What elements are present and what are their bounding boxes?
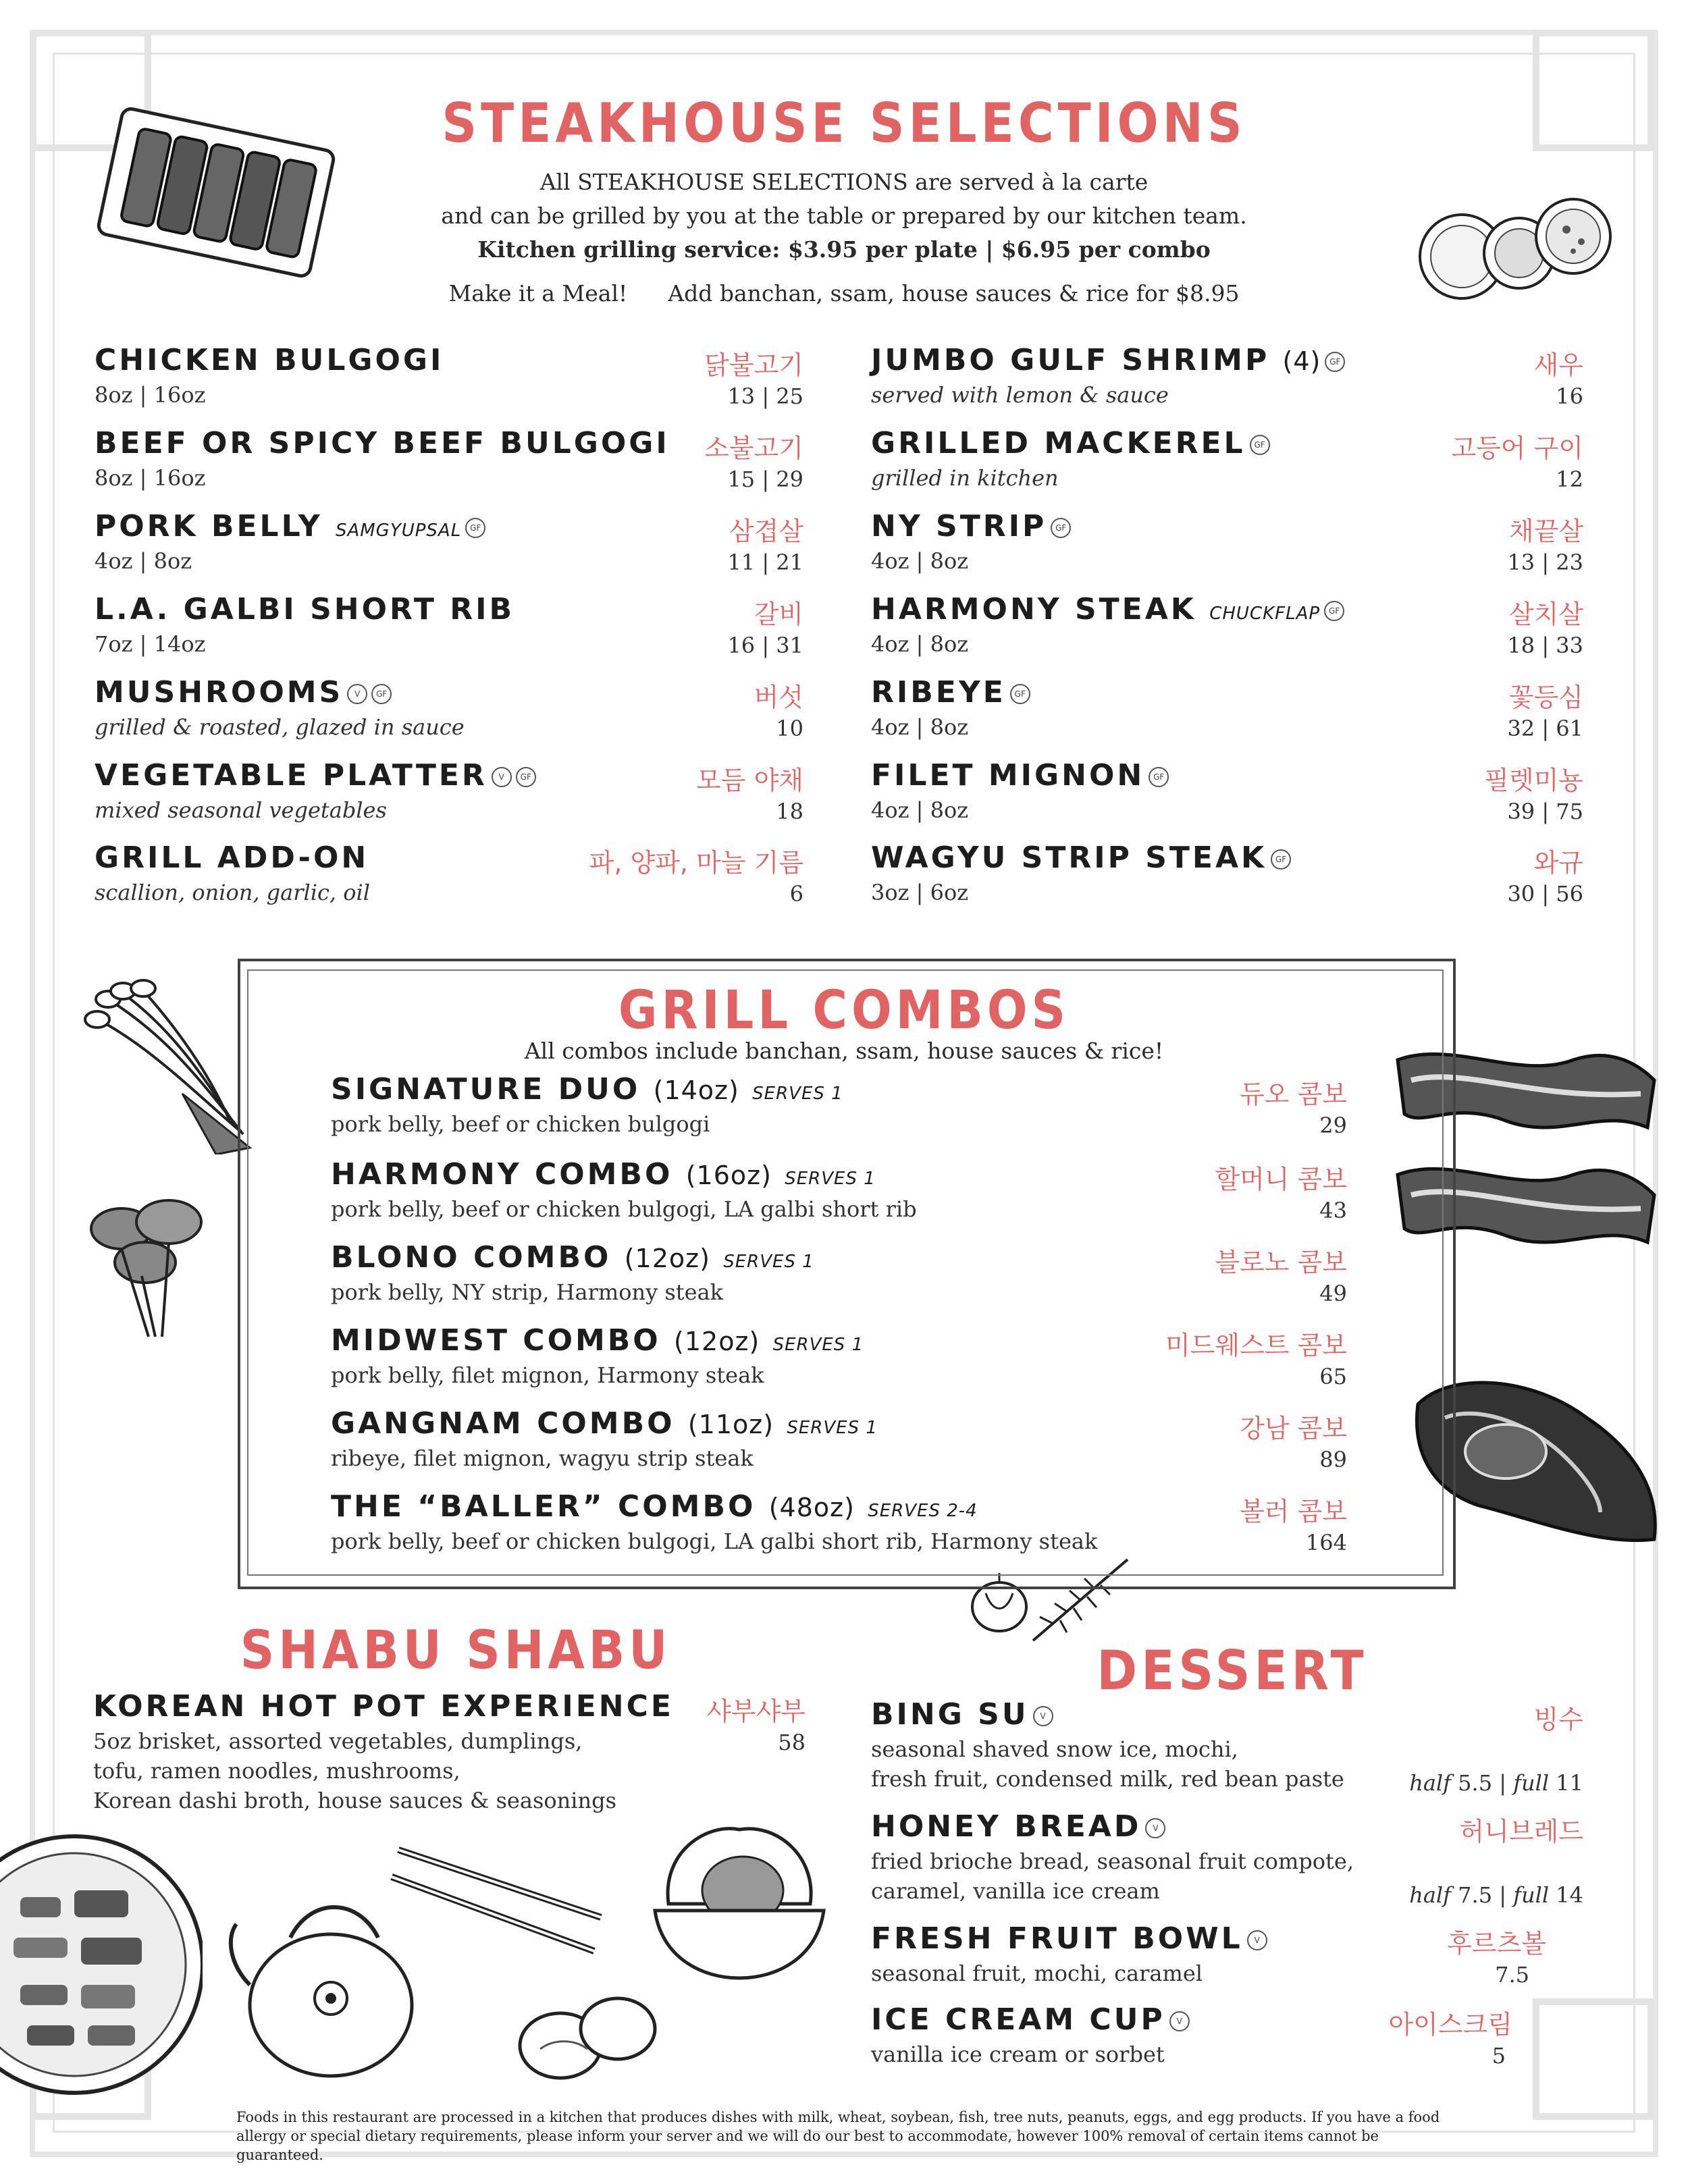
corner-ornament-br	[1533, 1998, 1654, 2120]
item-price: 11 | 21	[727, 550, 803, 575]
vegetarian-icon: V	[1033, 1706, 1053, 1726]
bingsu-bowl-sketch	[641, 1809, 837, 1985]
full-label: full	[1513, 1770, 1550, 1796]
item-name: CHICKEN BULGOGI	[95, 343, 444, 377]
item-price: 39 | 75	[1507, 799, 1583, 824]
combo-desc: pork belly, NY strip, Harmony steak	[331, 1279, 724, 1305]
gluten-free-icon: GF	[1149, 767, 1169, 787]
chopsticks-sketch	[385, 1836, 614, 1958]
item-subtitle: CHUCKFLAP	[1209, 604, 1321, 624]
dessert-ice-cream-cup	[871, 2002, 1512, 2077]
combo-desc: pork belly, beef or chicken bulgogi, LA galbi short rib	[331, 1196, 917, 1222]
item-korean: 살치살	[1508, 600, 1583, 629]
item-korean: 삼겹살	[729, 516, 803, 546]
menu-item-korean-hot-pot	[93, 1689, 806, 1824]
gluten-free-icon: GF	[1324, 601, 1344, 621]
menu-item-vegetable-platter	[95, 758, 803, 832]
item-desc: 4oz | 8oz	[95, 548, 192, 574]
item-subtitle: SAMGYUPSAL	[335, 521, 462, 541]
half-price: 7.5	[1458, 1882, 1493, 1908]
item-desc: grilled & roasted, glazed in sauce	[95, 714, 465, 740]
item-name: VEGETABLE PLATTER	[95, 758, 487, 793]
make-it-a-meal-detail: Add banchan, ssam, house sauces & rice for $8.95	[668, 280, 1240, 307]
menu-item-harmony-steak	[871, 592, 1583, 666]
vegetarian-icon: V	[492, 767, 512, 787]
item-desc-line-1: seasonal shaved snow ice, mochi,	[871, 1736, 1238, 1762]
item-price: 16 | 31	[727, 633, 803, 658]
menu-item-beef-bulgogi	[95, 426, 803, 500]
make-it-a-meal-label: Make it a Meal!	[448, 280, 628, 307]
gluten-free-icon: GF	[1051, 518, 1071, 538]
steakhouse-intro-line-1: All STEAKHOUSE SELECTIONS are served à la carte	[539, 169, 1149, 195]
combo-korean: 할머니 콤보	[1215, 1165, 1347, 1194]
item-korean: 파, 양파, 마늘 기름	[589, 848, 803, 878]
item-name: HONEY BREAD	[871, 1809, 1142, 1844]
gluten-free-icon: GF	[371, 684, 392, 704]
steakhouse-intro-line-2: and can be grilled by you at the table or prepared by our kitchen team.	[441, 203, 1247, 229]
combo-serves: SERVES 1	[785, 1169, 876, 1189]
item-korean: 고등어 구이	[1451, 433, 1583, 463]
item-desc-line-1: 5oz brisket, assorted vegetables, dumplings,	[93, 1728, 583, 1754]
item-price: 13 | 25	[727, 383, 803, 409]
combo-name: THE “BALLER” COMBO	[331, 1489, 756, 1524]
dessert-bing-su	[871, 1697, 1583, 1805]
gluten-free-icon: GF	[465, 518, 485, 538]
combo-korean: 강남 콤보	[1240, 1414, 1347, 1443]
menu-item-la-galbi	[95, 592, 803, 666]
make-it-a-meal	[0, 277, 1688, 311]
item-name: NY STRIP	[871, 509, 1047, 543]
combo-size: (48oz)	[768, 1493, 855, 1522]
item-desc: 4oz | 8oz	[871, 548, 969, 574]
combo-price: 49	[1319, 1281, 1347, 1306]
half-price: 5.5	[1458, 1770, 1493, 1796]
item-name: L.A. GALBI SHORT RIB	[95, 592, 515, 627]
item-korean: 새우	[1533, 350, 1583, 380]
combo-korean: 볼러 콤보	[1240, 1497, 1347, 1526]
combo-price: 164	[1305, 1530, 1347, 1555]
grill-combos-title: GRILL COMBOS	[618, 980, 1070, 1041]
half-label: half	[1409, 1770, 1451, 1796]
allergy-notice	[236, 2108, 1452, 2164]
item-desc: scallion, onion, garlic, oil	[95, 880, 370, 905]
bbq-grill-sketch	[0, 1823, 203, 2106]
item-desc: 4oz | 8oz	[871, 797, 969, 823]
item-name: GRILL ADD-ON	[95, 841, 369, 875]
item-name: FILET MIGNON	[871, 758, 1145, 793]
item-korean: 버섯	[754, 683, 803, 712]
item-korean: 허니브레드	[1459, 1817, 1583, 1846]
combo-name: BLONO COMBO	[331, 1240, 612, 1275]
item-desc-line-2: fresh fruit, condensed milk, red bean paste	[871, 1766, 1344, 1792]
item-desc-line-3: Korean dashi broth, house sauces & seasonings	[93, 1788, 616, 1813]
gluten-free-icon: GF	[1325, 352, 1345, 372]
shabu-shabu-title: SHABU SHABU	[240, 1620, 672, 1681]
item-desc: mixed seasonal vegetables	[95, 797, 387, 823]
menu-item-grill-add-on	[95, 841, 803, 915]
item-name: RIBEYE	[871, 675, 1006, 710]
combo-serves: SERVES 1	[723, 1252, 814, 1272]
item-name: ICE CREAM CUP	[871, 2002, 1165, 2037]
combo-size: (12oz)	[624, 1244, 710, 1273]
item-price: 18 | 33	[1507, 633, 1583, 658]
item-desc: 7oz | 14oz	[95, 631, 206, 657]
item-desc: seasonal fruit, mochi, caramel	[871, 1961, 1203, 1986]
full-price: 11	[1556, 1770, 1583, 1796]
menu-item-mushrooms	[95, 675, 803, 749]
item-name: JUMBO GULF SHRIMP	[871, 343, 1270, 377]
item-desc: 3oz | 6oz	[871, 880, 969, 905]
combo-desc: ribeye, filet mignon, wagyu strip steak	[331, 1445, 754, 1471]
full-label: full	[1513, 1882, 1550, 1908]
item-price: half 5.5 | full 11	[1409, 1770, 1583, 1796]
item-price: 18	[776, 799, 803, 824]
kitchen-grilling-service: Kitchen grilling service: $3.95 per plate | $6.95 per combo	[477, 236, 1211, 263]
allergy-notice-line-1: Foods in this restaurant are processed in a kitchen that produces dishes with milk, wheat, soybean, fish, tree nuts, peanuts, eggs, and egg products. If you have a food	[236, 2109, 1440, 2125]
combo-serves: SERVES 1	[787, 1418, 878, 1438]
item-name: WAGYU STRIP STEAK	[871, 841, 1267, 875]
menu-item-wagyu-strip-steak	[871, 841, 1583, 915]
combo-serves: SERVES 1	[752, 1084, 843, 1104]
item-desc: 4oz | 8oz	[871, 631, 969, 657]
item-name: MUSHROOMS	[95, 675, 344, 710]
item-desc: 8oz | 16oz	[95, 382, 206, 408]
combo-signature-duo	[331, 1072, 1347, 1146]
menu-item-ribeye	[871, 675, 1583, 749]
item-name: KOREAN HOT POT EXPERIENCE	[93, 1689, 674, 1724]
combo-price: 29	[1319, 1113, 1347, 1138]
combo-name: SIGNATURE DUO	[331, 1072, 641, 1107]
grill-combos-intro: All combos include banchan, ssam, house sauces & rice!	[524, 1038, 1164, 1064]
menu-item-ny-strip	[871, 509, 1583, 583]
vegetarian-icon: V	[1169, 2011, 1190, 2031]
item-korean: 모듬 야채	[696, 766, 803, 795]
item-price: 10	[776, 716, 803, 741]
item-price: 16	[1556, 383, 1583, 409]
dessert-honey-bread	[871, 1809, 1583, 1917]
gluten-free-icon: GF	[1250, 435, 1270, 455]
item-korean: 샤부샤부	[706, 1697, 806, 1726]
item-korean: 소불고기	[704, 433, 803, 463]
vegetarian-icon: V	[347, 684, 367, 704]
item-price: 12	[1556, 467, 1583, 492]
item-korean: 갈비	[754, 600, 803, 629]
item-desc-line-2: caramel, vanilla ice cream	[871, 1878, 1160, 1904]
item-price: 13 | 23	[1507, 550, 1583, 575]
item-name: BING SU	[871, 1697, 1029, 1732]
combo-midwest	[331, 1323, 1347, 1397]
combo-name: HARMONY COMBO	[331, 1157, 673, 1192]
vegetarian-icon: V	[1247, 1930, 1267, 1950]
mochi-sketch	[513, 1985, 662, 2086]
gluten-free-icon: GF	[1010, 684, 1030, 704]
item-korean: 채끝살	[1508, 516, 1583, 546]
item-price: 58	[778, 1730, 806, 1755]
item-qty: (4)	[1282, 346, 1321, 376]
combo-gangnam	[331, 1406, 1347, 1481]
combo-korean: 듀오 콤보	[1240, 1080, 1347, 1109]
combo-korean: 블로노 콤보	[1215, 1248, 1347, 1277]
item-price: half 7.5 | full 14	[1409, 1882, 1583, 1908]
combo-name: MIDWEST COMBO	[331, 1323, 661, 1358]
full-price: 14	[1556, 1882, 1583, 1908]
item-price: 6	[789, 881, 803, 907]
item-korean: 닭불고기	[704, 350, 803, 380]
item-desc: 4oz | 8oz	[871, 714, 969, 740]
menu-item-chicken-bulgogi	[95, 343, 803, 417]
vegetarian-icon: V	[1145, 1818, 1165, 1838]
item-desc: 8oz | 16oz	[95, 465, 206, 491]
shimeji-mushroom-sketch	[81, 1188, 230, 1343]
menu-item-grilled-mackerel	[871, 426, 1583, 500]
combo-name: GANGNAM COMBO	[331, 1406, 675, 1441]
combo-price: 65	[1319, 1364, 1347, 1389]
steakhouse-title: STEAKHOUSE SELECTIONS	[442, 92, 1246, 155]
combo-serves: SERVES 1	[772, 1335, 864, 1355]
combo-size: (12oz)	[674, 1327, 760, 1356]
allergy-notice-line-2: allergy or special dietary requirements, please inform your server and we will do our best to accommodate, however 100% removal of certain items cannot be guaranteed.	[236, 2128, 1379, 2163]
item-price: 5	[1492, 2043, 1506, 2069]
item-korean: 꽃등심	[1508, 683, 1583, 712]
combo-size: (11oz)	[687, 1410, 774, 1439]
menu-item-jumbo-gulf-shrimp	[871, 343, 1583, 417]
item-desc: vanilla ice cream or sorbet	[871, 2042, 1165, 2067]
combo-size: (16oz)	[685, 1161, 772, 1190]
combo-serves: SERVES 2-4	[868, 1501, 978, 1521]
menu-item-filet-mignon	[871, 758, 1583, 832]
item-name: PORK BELLY	[95, 509, 323, 543]
item-name: GRILLED MACKEREL	[871, 426, 1246, 460]
item-korean: 필렛미뇽	[1484, 766, 1583, 795]
combo-baller	[331, 1489, 1347, 1564]
combo-harmony	[331, 1157, 1347, 1231]
item-korean: 아이스크림	[1388, 2010, 1512, 2040]
item-korean: 후르츠볼	[1447, 1929, 1546, 1959]
dessert-fresh-fruit-bowl	[871, 1921, 1546, 1996]
combo-desc: pork belly, filet mignon, Harmony steak	[331, 1362, 764, 1388]
item-desc: grilled in kitchen	[871, 465, 1059, 491]
combo-desc: pork belly, beef or chicken bulgogi, LA galbi short rib, Harmony steak	[331, 1528, 1098, 1554]
combo-desc: pork belly, beef or chicken bulgogi	[331, 1111, 710, 1137]
item-price: 7.5	[1495, 1962, 1529, 1988]
item-price: 30 | 56	[1507, 881, 1583, 907]
combo-size: (14oz)	[653, 1075, 739, 1105]
gluten-free-icon: GF	[1271, 849, 1291, 870]
item-price: 15 | 29	[727, 467, 803, 492]
item-name: HARMONY STEAK	[871, 592, 1196, 627]
combo-price: 43	[1319, 1198, 1347, 1223]
item-korean: 빙수	[1533, 1705, 1583, 1734]
gluten-free-icon: GF	[516, 767, 536, 787]
item-korean: 와규	[1533, 848, 1583, 878]
item-desc-line-2: tofu, ramen noodles, mushrooms,	[93, 1758, 460, 1784]
combo-blono	[331, 1240, 1347, 1314]
item-desc-line-1: fried brioche bread, seasonal fruit compote,	[871, 1848, 1354, 1874]
combo-price: 89	[1319, 1447, 1347, 1472]
menu-item-pork-belly	[95, 509, 803, 583]
half-label: half	[1409, 1882, 1451, 1908]
item-price: 32 | 61	[1507, 716, 1583, 741]
item-desc: served with lemon & sauce	[871, 382, 1169, 408]
combo-korean: 미드웨스트 콤보	[1165, 1331, 1347, 1360]
item-name: BEEF OR SPICY BEEF BULGOGI	[95, 426, 670, 460]
item-name: FRESH FRUIT BOWL	[871, 1921, 1243, 1956]
dessert-title: DESSERT	[1097, 1639, 1368, 1702]
